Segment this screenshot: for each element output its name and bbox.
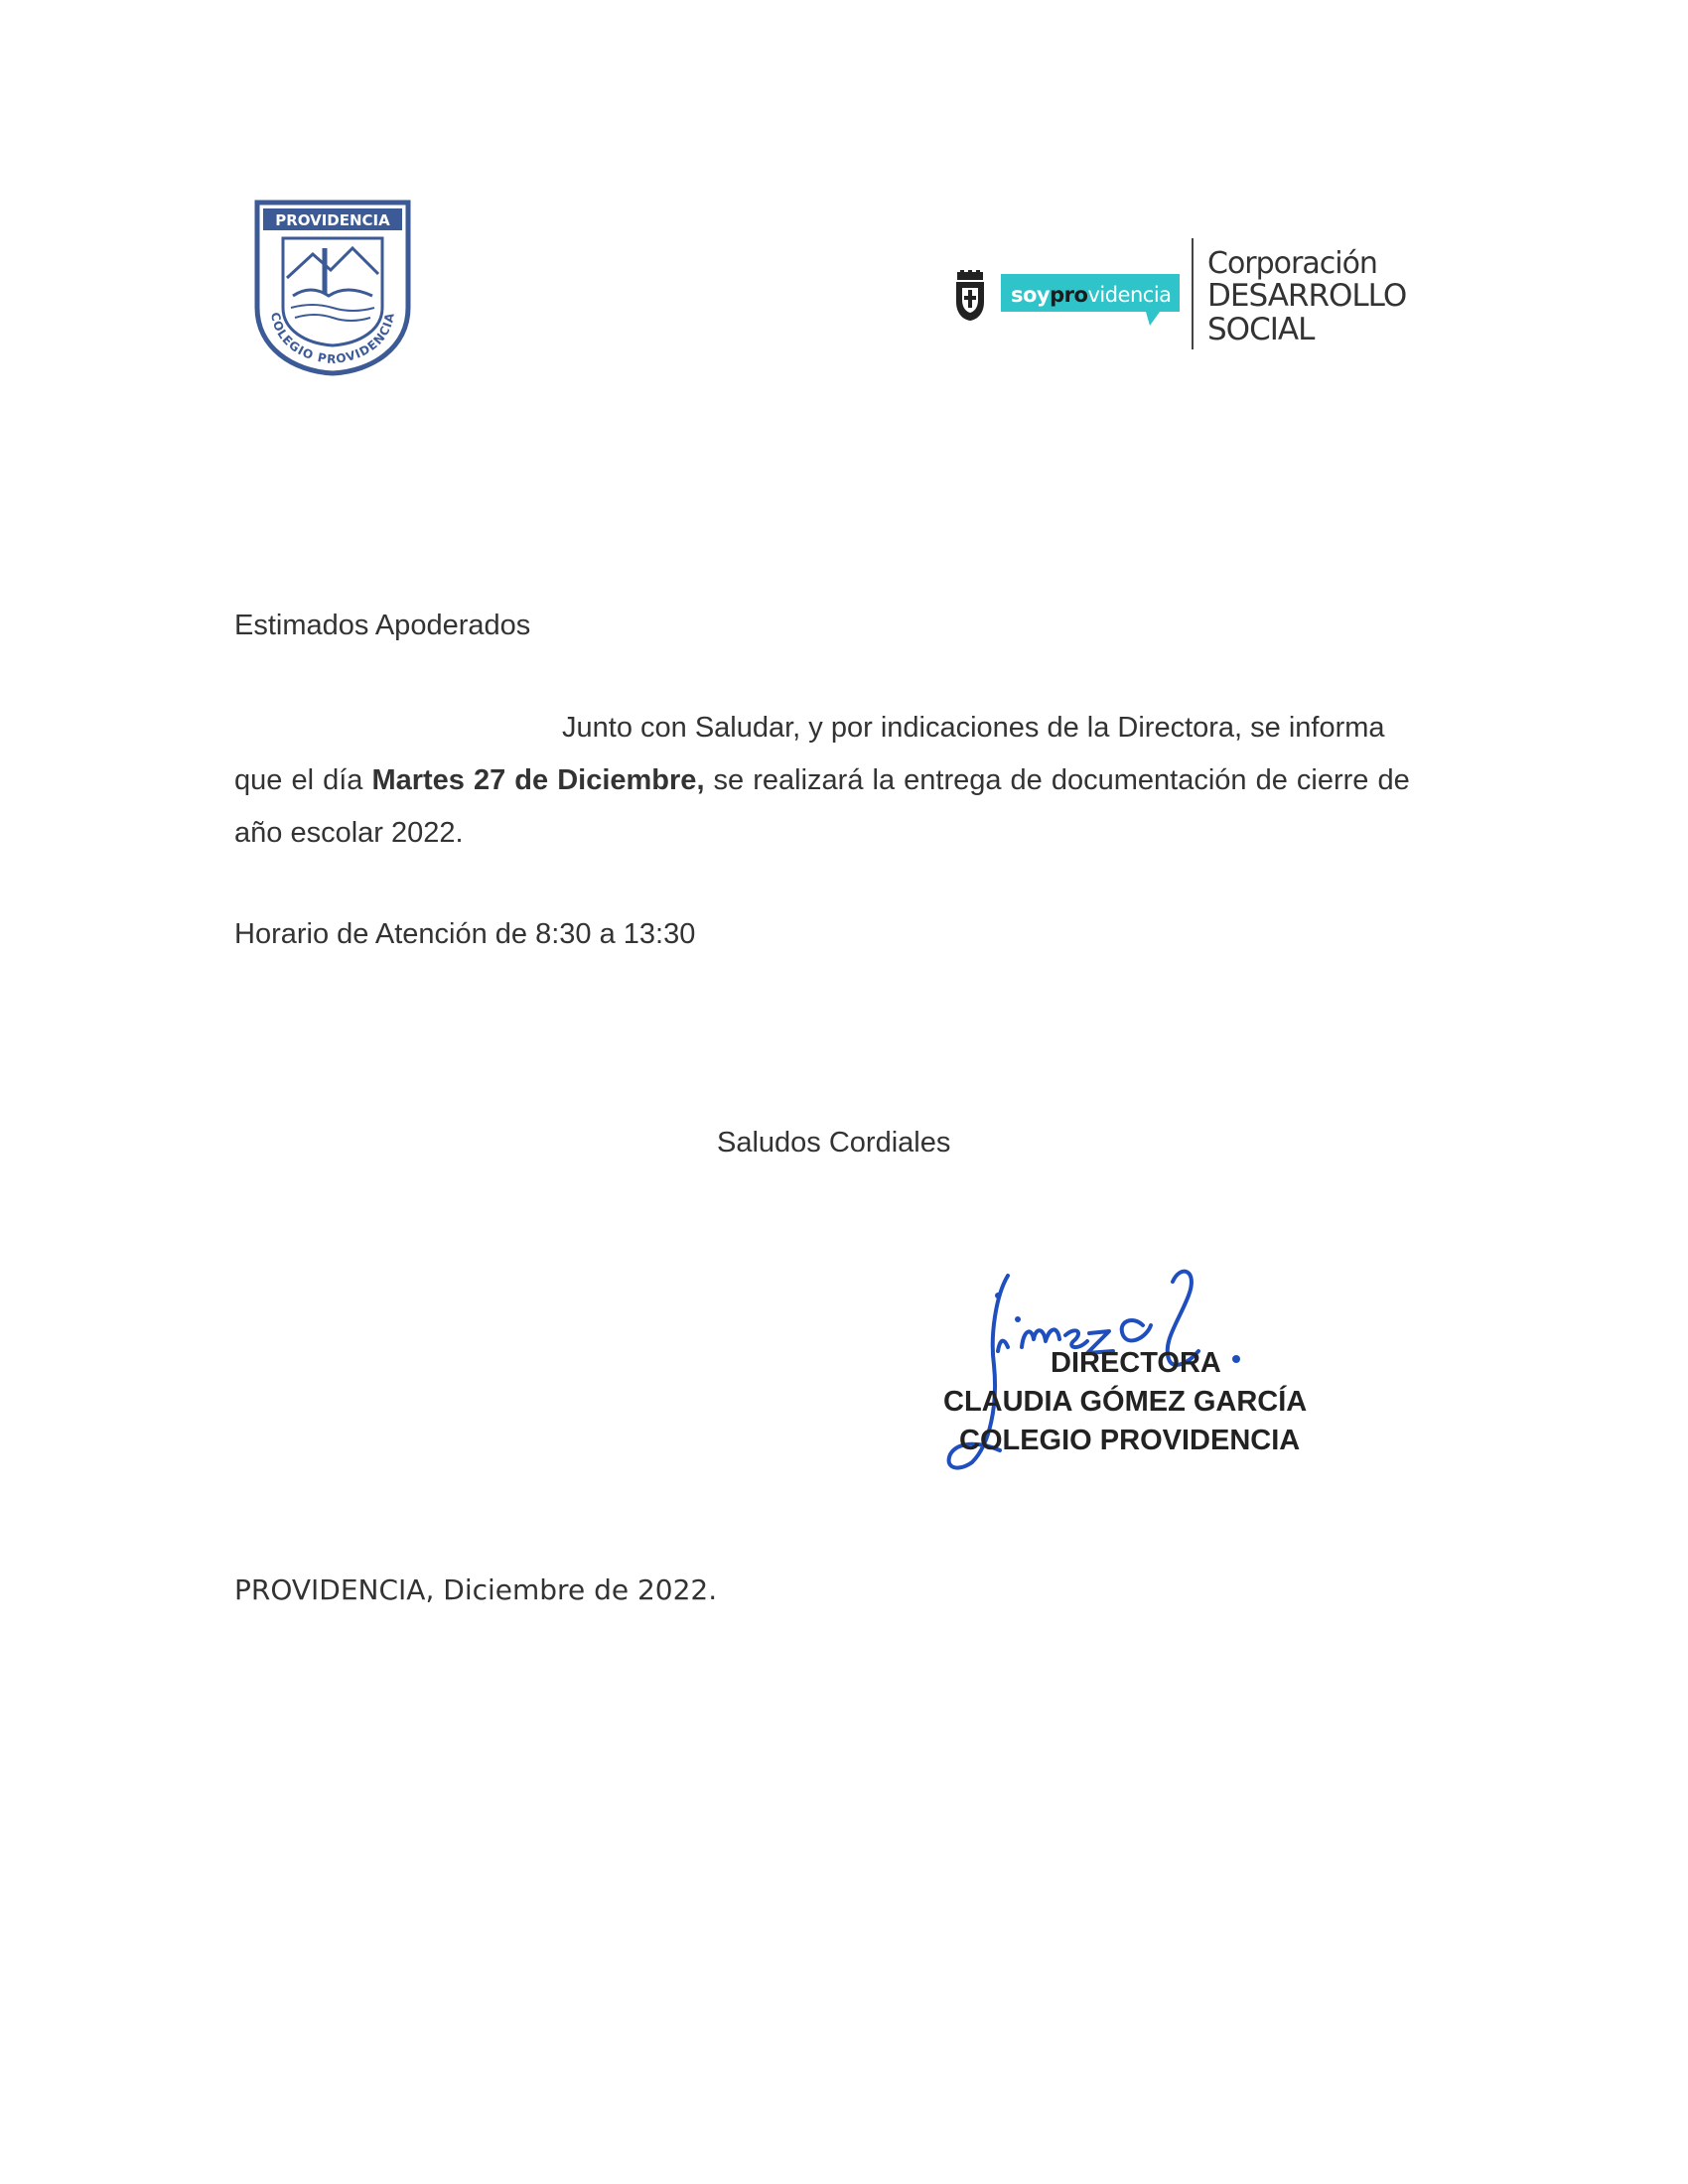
corporation-line2: DESARROLLO	[1207, 278, 1407, 314]
paragraph-line1: Junto con Saludar, y por indicaciones de la Directora, se informa	[562, 712, 1385, 744]
signer-title: DIRECTORA	[1051, 1347, 1221, 1379]
crest-arc-text: COLEGIO PROVIDENCIA	[268, 311, 397, 367]
office-hours: Horario de Atención de 8:30 a 13:30	[234, 918, 696, 950]
signer-name: CLAUDIA GÓMEZ GARCÍA	[943, 1386, 1308, 1418]
corporation-line1: Corporación	[1207, 246, 1377, 281]
paragraph-line2: que el día Martes 27 de Diciembre, se realizará la entrega de documentación de cierre de	[234, 764, 1410, 796]
place-date: PROVIDENCIA, Diciembre de 2022.	[234, 1573, 718, 1606]
logo-divider	[1192, 238, 1194, 349]
closing: Saludos Cordiales	[717, 1127, 951, 1159]
signer-school: COLEGIO PROVIDENCIA	[959, 1425, 1301, 1456]
greeting: Estimados Apoderados	[234, 610, 531, 641]
soyprovidencia-text: soyprovidencia	[1011, 283, 1172, 307]
municipal-shield-icon	[953, 270, 987, 322]
school-crest-icon	[253, 199, 412, 377]
date-highlight: Martes 27 de Diciembre,	[371, 764, 705, 796]
corporation-line3: SOCIAL	[1207, 312, 1315, 347]
paragraph-line3: año escolar 2022.	[234, 817, 464, 849]
soyprovidencia-logo	[1001, 274, 1180, 330]
crest-top-text: PROVIDENCIA	[275, 211, 390, 229]
